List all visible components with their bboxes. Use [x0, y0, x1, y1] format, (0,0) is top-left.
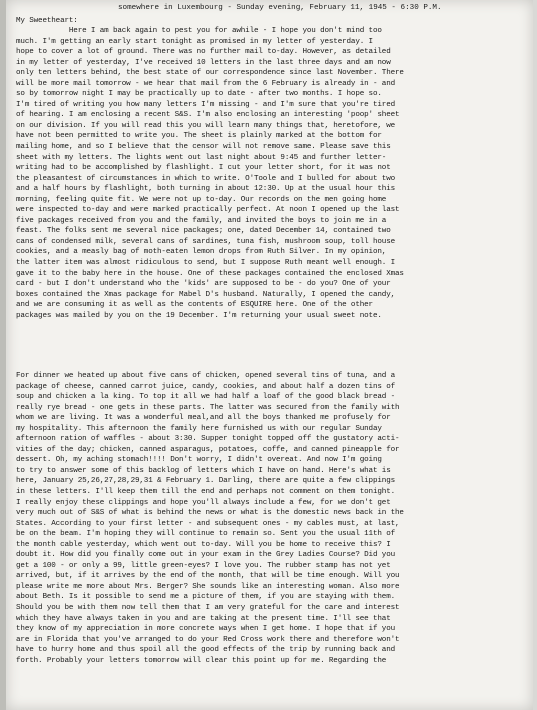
text-line: get a 100 - or only a 99, little green-eyes? I love you. The rubber stamp has not yet: [16, 561, 391, 570]
letter-page: [6, 0, 533, 710]
text-line: so by tomorrow night I may be practically up to date - after two months. I hope so.: [16, 90, 382, 99]
text-line: afternoon ration of waffles - about 3:30. Supper tonight topped off the gustatory acti-: [16, 435, 400, 444]
text-line: soup and chicken a la king. To top it all we had half a loaf of the good black bread -: [16, 393, 396, 402]
paragraph-2: [16, 371, 528, 666]
text-line: were inspected to-day and were marked practically perfect. At noon I opened up the last: [16, 206, 400, 215]
text-line: Here I am back again to pest you for awhile - I hope you don't mind too: [16, 27, 382, 35]
text-line: feast. The folks sent me several nice packages; one, dated December 14, contained two: [16, 227, 391, 236]
text-line: which they have always taken in you and are taking at the present time. I'll see that: [16, 614, 391, 623]
text-line: dessert. Oh, my aching stomach!!!! Don't worry, I didn't overeat. And now I'm going: [16, 456, 382, 465]
text-line: boxes contained the Xmas package for Mabel D's husband. Naturally, I opened the candy,: [16, 290, 396, 299]
text-line: please write me more about Mrs. Berger? She sounds like an interesting woman. Also more: [16, 582, 400, 591]
text-line: here, January 25,26,27,28,29,31 & February 1. Darling, there are quite a few clippings: [16, 477, 396, 486]
text-line: are in Florida that you've arranged to do your Red Cross work there and therefore won't: [16, 635, 400, 644]
text-line: my hospitality. This afternoon the family here furnished us with our regular Sunday: [16, 424, 382, 433]
text-line: mailing home, and so I believe that the censor will not remove same. Please save this: [16, 143, 391, 152]
text-line: package of cheese, canned carrot juice, candy, cookies, and about half a dozen tins of: [16, 382, 396, 391]
text-line: will be more mail tomorrow - we hear that mail from the 6 February is already in - and: [16, 79, 396, 88]
text-line: sheet with my letters. The lights went out last night about 9:45 and further letter-: [16, 153, 387, 162]
text-line: be on the beam. I'm hoping they will continue to remain so. Sent you the usual 11th of: [16, 530, 396, 539]
text-line: States. According to your first letter - and subsequent ones - my cables must, at last,: [16, 519, 400, 528]
text-line: doubt it. How did you finally come out in your exam in the Grey Ladies Course? Did you: [16, 551, 396, 560]
text-line: on our division. If you will read this you will learn many things that, heretofore, we: [16, 121, 396, 130]
text-line: they know of my appreciation in more concrete ways when I get home. I hope that if you: [16, 625, 396, 634]
letter-header: somewhere in Luxembourg - Sunday evening, February 11, 1945 - 6:30 P.M.: [118, 4, 442, 12]
paragraph-1: [16, 26, 528, 321]
text-line: only ten letters behind, the best state of our correspondence since last November. There: [16, 69, 404, 78]
text-line: arrived, but, if it arrives by the end of the month, that will be time enough. Will you: [16, 572, 400, 581]
text-line: the pleasantest of circumstances in which to write. O'Toole and I bulled for about two: [16, 174, 396, 183]
text-line: of hearing. I am enclosing a recent S&S. I'm also enclosing an interesting 'poop' sheet: [16, 111, 400, 120]
text-line: to try to answer some of this backlog of letters which I have on hand. Here's what is: [16, 466, 391, 475]
text-line: and we are consuming it as well as the contents of ESQUIRE here. One of the other: [16, 301, 373, 310]
text-line: forth. Probably your letters tomorrow will clear this point up for me. Regarding the: [16, 656, 387, 665]
text-line: For dinner we heated up about five cans of chicken, opened several tins of tuna, and a: [16, 372, 396, 380]
text-line: really rye bread - one gets in these parts. The latter was secured from the family with: [16, 403, 400, 412]
text-line: card - but I don't understand who the 'kids' are supposed to be - do you? One of your: [16, 280, 391, 289]
text-line: writing had to be accomplished by flashlight. I cut your letter short, for it was not: [16, 164, 391, 173]
text-line: and a half hours by flashlight, both turning in about 12:30. Up at the usual hour this: [16, 185, 396, 194]
text-line: much. I'm getting an early start tonight as promised in my letter of yesterday. I: [16, 37, 373, 46]
text-line: have to hurry home and thus spoil all the good effects of the trip by running back and: [16, 646, 396, 655]
text-line: cans of condensed milk, several cans of sardines, tuna fish, mushroom soup, toll house: [16, 237, 396, 246]
text-line: five packages received from you and the family, and invited the boys to join me in a: [16, 216, 387, 225]
text-line: cookies, and a measly bag of moth-eaten lemon drops from Ruth Silver. In my opinion,: [16, 248, 387, 257]
text-line: very much out of S&S of what is behind the news or what is the domestic news back in the: [16, 509, 404, 518]
text-line: have not been permitted to write you. The sheet is plainly marked at the bottom for: [16, 132, 382, 141]
text-line: the month cable yesterday, which went out to-day. Will you be home to receive this? I: [16, 540, 391, 549]
text-line: I'm tired of writing you how many letters I'm missing - and I'm sure that you're tired: [16, 100, 396, 109]
text-line: packages was mailed by you on the 19 December. I'm returning your usual sweet note.: [16, 311, 382, 320]
text-line: about Beth. Is it possible to send me a picture of them, if you are staying with them.: [16, 593, 396, 602]
text-line: gave it to the baby here in the house. One of these packages contained the enclosed Xmas: [16, 269, 404, 278]
text-line: Should you be with them now tell them that I am very grateful for the care and interest: [16, 604, 400, 613]
text-line: morning, feeling quite fit. We were not up to-day. Our records on the men going home: [16, 195, 387, 204]
text-line: in these letters. I'll keep them till the end and perhaps not comment on them tonight.: [16, 488, 396, 497]
text-line: the latter item was almost ridiculous to send, but I suppose Ruth meant well enough. I: [16, 259, 396, 268]
text-line: in my letter of yesterday, I've received 10 letters in the last three days and am now: [16, 58, 391, 67]
text-line: I really enjoy these clippings and hope you'll always include a few, for we don't get: [16, 498, 391, 507]
text-line: whom we are living. It was a wonderful meal,and all the boys thanked me profusely for: [16, 414, 391, 423]
text-line: hope to cover a lot of ground. There was no further mail to-day. However, as detailed: [16, 48, 391, 57]
text-line: vities of the day; chicken, canned asparagus, potatoes, coffe, and canned pineapple for: [16, 445, 400, 454]
salutation: My Sweetheart:: [16, 17, 78, 25]
